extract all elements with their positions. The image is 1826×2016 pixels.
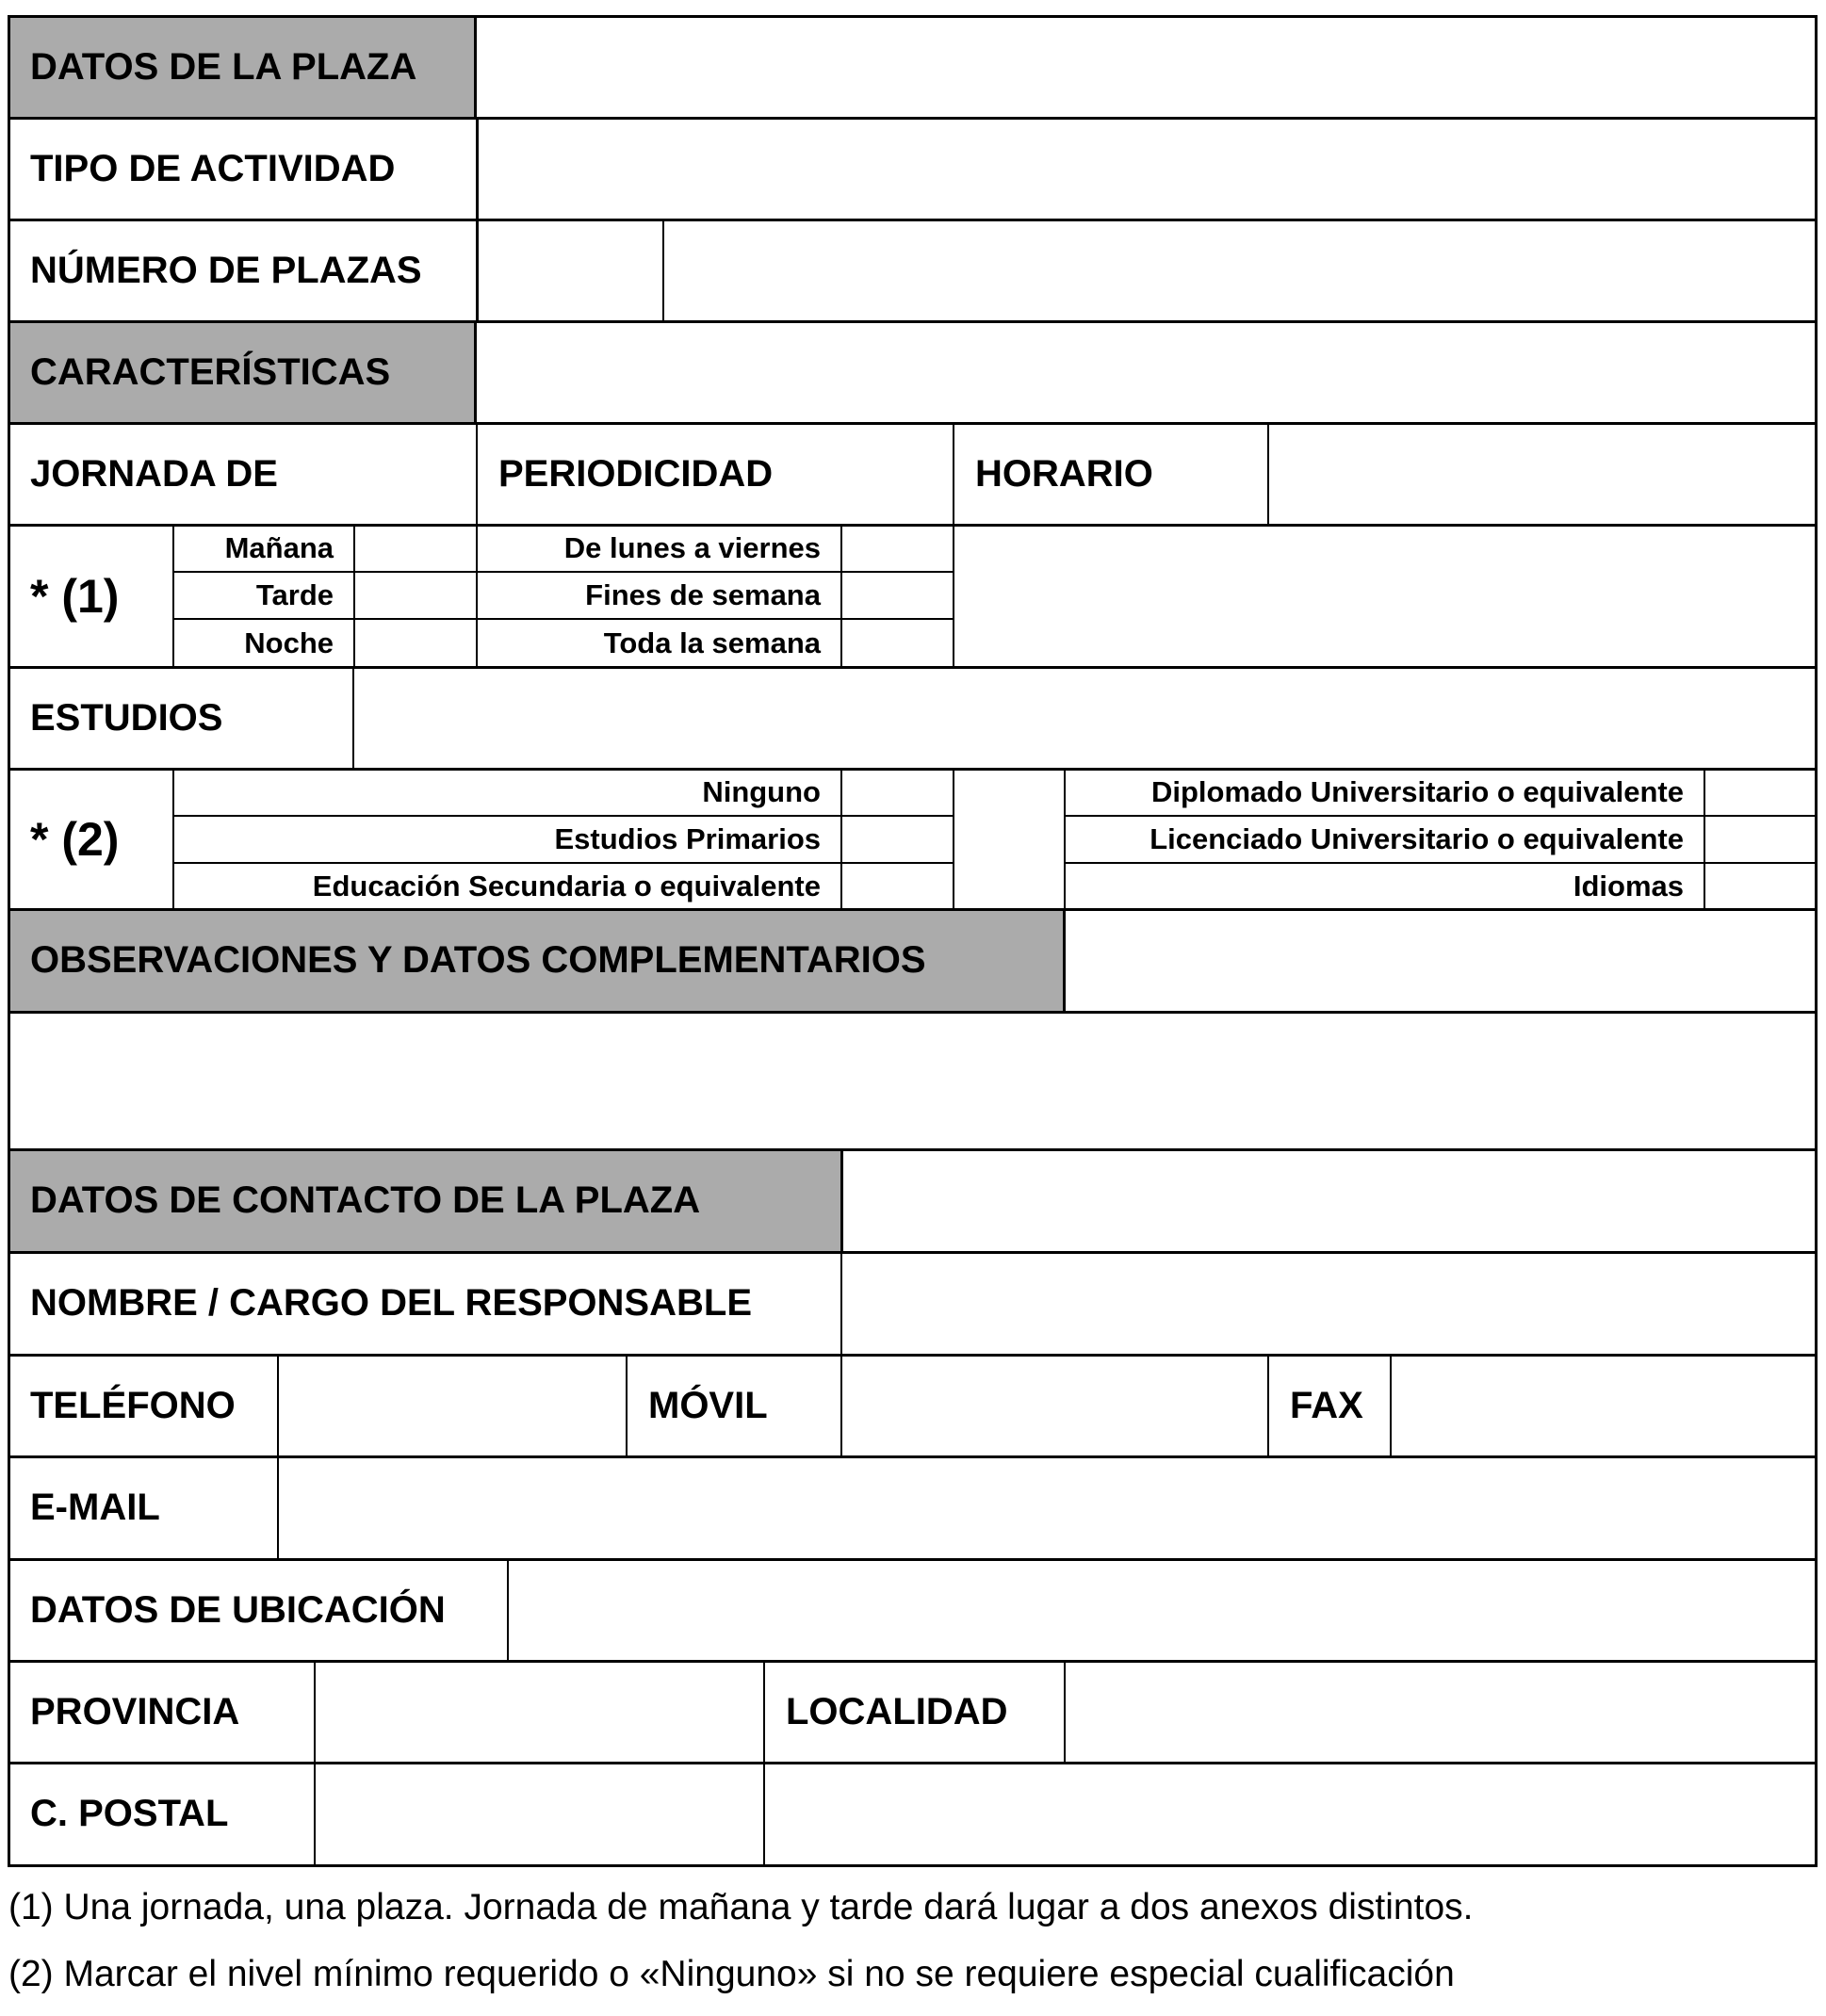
checkbox-idiomas[interactable] bbox=[1704, 863, 1817, 909]
grid-line bbox=[8, 219, 1818, 221]
footnote-2: (2) Marcar el nivel mínimo requerido o «Ninguno» si no se requiere especial cualificación bbox=[8, 1954, 1455, 1994]
checkbox-noche[interactable] bbox=[354, 619, 477, 667]
label-tipo-actividad bbox=[8, 118, 477, 219]
grid-line bbox=[8, 1762, 1818, 1764]
grid-line bbox=[1267, 1354, 1269, 1457]
label-provincia bbox=[8, 1661, 315, 1763]
section-header-contacto bbox=[8, 1149, 840, 1252]
grid-line bbox=[8, 15, 10, 1867]
localidad-text: LOCALIDAD bbox=[786, 1690, 1008, 1732]
marker-note-2 bbox=[8, 769, 173, 909]
section-title-contacto: DATOS DE CONTACTO DE LA PLAZA bbox=[30, 1179, 701, 1221]
noche-text: Noche bbox=[244, 626, 334, 659]
grid-line bbox=[476, 422, 478, 668]
label-email bbox=[8, 1456, 278, 1559]
label-nombre-cargo bbox=[8, 1252, 841, 1355]
grid-line bbox=[172, 768, 174, 910]
fax-text: FAX bbox=[1290, 1384, 1363, 1426]
checkbox-tarde[interactable] bbox=[354, 572, 477, 619]
grid-line bbox=[1815, 15, 1818, 1867]
grid-line bbox=[507, 1558, 509, 1662]
grid-line bbox=[173, 571, 954, 573]
toda-semana-text: Toda la semana bbox=[603, 626, 821, 659]
grid-line bbox=[953, 768, 954, 910]
footnote-1: (1) Una jornada, una plaza. Jornada de mañana y tarde dará lugar a dos anexos distintos. bbox=[8, 1887, 1474, 1927]
grid-line bbox=[8, 1864, 1818, 1867]
section-header-observaciones bbox=[8, 909, 1064, 1012]
ubicacion-text: DATOS DE UBICACIÓN bbox=[30, 1588, 446, 1631]
checkbox-lunes-viernes[interactable] bbox=[841, 525, 954, 572]
grid-line bbox=[1704, 768, 1705, 910]
grid-line bbox=[8, 666, 1818, 669]
checkbox-licenciado[interactable] bbox=[1704, 816, 1817, 863]
grid-line bbox=[173, 862, 954, 864]
estudios-text: ESTUDIOS bbox=[30, 696, 223, 739]
field-numero-plazas[interactable] bbox=[477, 219, 663, 321]
nombre-cargo-text: NOMBRE / CARGO DEL RESPONSABLE bbox=[30, 1282, 752, 1324]
checkbox-toda-semana[interactable] bbox=[841, 619, 954, 667]
cpostal-text: C. POSTAL bbox=[30, 1793, 229, 1834]
option-label-primarios bbox=[173, 816, 841, 863]
option-label-ninguno bbox=[173, 769, 841, 816]
label-periodicidad bbox=[477, 423, 954, 525]
label-ubicacion bbox=[8, 1559, 508, 1661]
label-telefono bbox=[8, 1355, 278, 1456]
grid-line bbox=[8, 15, 1818, 18]
label-estudios bbox=[8, 667, 353, 769]
field-observaciones[interactable] bbox=[8, 1012, 1817, 1149]
jornada-text: JORNADA DE bbox=[30, 452, 278, 495]
grid-line bbox=[1390, 1354, 1392, 1457]
option-label-idiomas bbox=[1065, 863, 1704, 909]
telefono-text: TELÉFONO bbox=[30, 1384, 236, 1426]
email-text: E-MAIL bbox=[30, 1487, 160, 1528]
section-header-caracteristicas bbox=[8, 321, 475, 423]
label-numero-plazas bbox=[8, 219, 477, 321]
grid-line bbox=[8, 1011, 1818, 1014]
grid-line bbox=[1063, 908, 1066, 1013]
secundaria-text: Educación Secundaria o equivalente bbox=[312, 869, 821, 902]
grid-line bbox=[8, 1148, 1818, 1151]
movil-text: MÓVIL bbox=[648, 1384, 768, 1426]
field-horario-detalle[interactable] bbox=[954, 525, 1817, 667]
field-estudios[interactable] bbox=[353, 667, 1817, 769]
grid-line bbox=[8, 117, 1818, 120]
checkbox-primarios[interactable] bbox=[841, 816, 954, 863]
lunes-viernes-text: De lunes a viernes bbox=[563, 531, 821, 564]
grid-line bbox=[8, 1354, 1818, 1357]
grid-line bbox=[476, 117, 479, 322]
grid-line bbox=[277, 1354, 279, 1560]
tipo-actividad-text: TIPO DE ACTIVIDAD bbox=[30, 147, 396, 189]
grid-line bbox=[626, 1354, 628, 1457]
label-horario bbox=[954, 423, 1268, 525]
checkbox-secundaria[interactable] bbox=[841, 863, 954, 909]
grid-line bbox=[173, 815, 954, 817]
tarde-text: Tarde bbox=[255, 578, 334, 611]
option-label-tarde bbox=[173, 572, 354, 619]
note2-text: * (2) bbox=[30, 812, 120, 866]
grid-line bbox=[314, 1660, 316, 1866]
grid-line bbox=[8, 1455, 1818, 1458]
grid-line bbox=[474, 320, 477, 424]
option-label-fines-semana bbox=[477, 572, 841, 619]
field-nombre-cargo[interactable] bbox=[841, 1252, 1817, 1355]
grid-line bbox=[352, 666, 354, 770]
section-header-plaza bbox=[8, 16, 475, 118]
field-telefono[interactable] bbox=[278, 1355, 627, 1456]
option-label-toda-semana bbox=[477, 619, 841, 667]
grid-line bbox=[1267, 422, 1269, 526]
label-fax bbox=[1268, 1355, 1391, 1456]
field-cpostal[interactable] bbox=[315, 1763, 764, 1865]
field-email[interactable] bbox=[278, 1456, 1817, 1559]
option-label-licenciado bbox=[1065, 816, 1704, 863]
ninguno-text: Ninguno bbox=[702, 775, 821, 808]
grid-line bbox=[763, 1660, 765, 1866]
label-cpostal bbox=[8, 1763, 315, 1865]
note1-text: * (1) bbox=[30, 569, 120, 623]
spacer-estudios bbox=[954, 769, 1065, 909]
grid-line bbox=[840, 1148, 843, 1253]
field-provincia[interactable] bbox=[315, 1661, 764, 1763]
numero-plazas-text: NÚMERO DE PLAZAS bbox=[30, 249, 422, 291]
grid-line bbox=[8, 524, 1818, 527]
label-movil bbox=[627, 1355, 841, 1456]
grid-line bbox=[840, 768, 842, 910]
grid-line bbox=[1064, 1660, 1066, 1764]
periodicidad-text: PERIODICIDAD bbox=[498, 452, 774, 495]
option-label-manana bbox=[173, 525, 354, 572]
grid-line bbox=[8, 768, 1818, 771]
option-label-secundaria bbox=[173, 863, 841, 909]
grid-line bbox=[8, 422, 1818, 425]
grid-line bbox=[353, 524, 355, 668]
grid-line bbox=[8, 1558, 1818, 1561]
grid-line bbox=[8, 908, 1818, 911]
licenciado-text: Licenciado Universitario o equivalente bbox=[1149, 822, 1684, 855]
field-movil[interactable] bbox=[841, 1355, 1268, 1456]
provincia-text: PROVINCIA bbox=[30, 1690, 240, 1732]
section-title-caracteristicas: CARACTERÍSTICAS bbox=[30, 350, 391, 393]
section-title-plaza: DATOS DE LA PLAZA bbox=[30, 45, 417, 88]
grid-line bbox=[8, 320, 1818, 323]
grid-line bbox=[840, 1251, 842, 1457]
checkbox-manana[interactable] bbox=[354, 525, 477, 572]
field-fax[interactable] bbox=[1391, 1355, 1817, 1456]
fines-semana-text: Fines de semana bbox=[585, 578, 821, 611]
grid-line bbox=[840, 524, 842, 668]
checkbox-ninguno[interactable] bbox=[841, 769, 954, 816]
marker-note-1 bbox=[8, 525, 173, 667]
manana-text: Mañana bbox=[224, 531, 334, 564]
primarios-text: Estudios Primarios bbox=[554, 822, 821, 855]
grid-line bbox=[8, 1251, 1818, 1254]
grid-line bbox=[172, 524, 174, 668]
grid-line bbox=[173, 618, 954, 620]
label-localidad bbox=[764, 1661, 1065, 1763]
label-jornada bbox=[8, 423, 477, 525]
option-label-noche bbox=[173, 619, 354, 667]
grid-line bbox=[8, 1660, 1818, 1663]
grid-line bbox=[662, 219, 664, 322]
checkbox-diplomado[interactable] bbox=[1704, 769, 1817, 816]
grid-line bbox=[1064, 768, 1066, 910]
grid-line bbox=[474, 15, 477, 119]
checkbox-fines-semana[interactable] bbox=[841, 572, 954, 619]
field-tipo-actividad[interactable] bbox=[477, 118, 1817, 219]
option-label-diplomado bbox=[1065, 769, 1704, 816]
section-title-observaciones: OBSERVACIONES Y DATOS COMPLEMENTARIOS bbox=[30, 939, 926, 981]
idiomas-text: Idiomas bbox=[1573, 869, 1684, 902]
field-horario[interactable] bbox=[1268, 423, 1817, 525]
option-label-lunes-viernes bbox=[477, 525, 841, 572]
diplomado-text: Diplomado Universitario o equivalente bbox=[1150, 775, 1684, 808]
grid-line bbox=[953, 422, 954, 668]
field-localidad[interactable] bbox=[1065, 1661, 1817, 1763]
horario-text: HORARIO bbox=[975, 452, 1153, 495]
